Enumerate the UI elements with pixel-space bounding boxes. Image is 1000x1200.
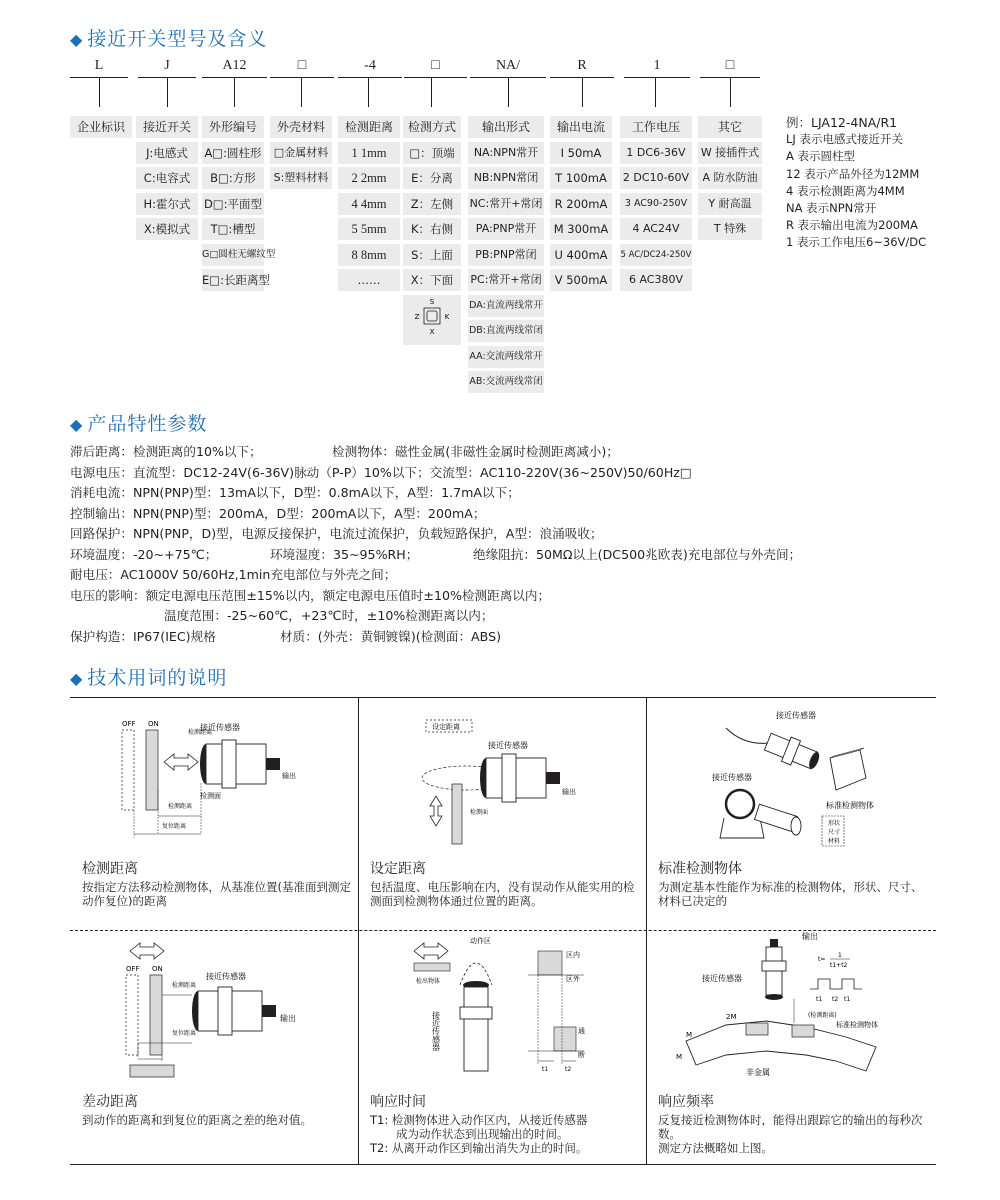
spec-detect-object: 检测物体：磁性金属(非磁性金属时检测距离减小)； [332,444,619,459]
panel-response-frequency [646,931,934,1164]
list-item: T 特殊 [698,218,762,240]
svg-text:ON: ON [148,720,159,728]
column-shape [202,116,276,295]
code-3: □ [297,58,307,73]
list-item: X:模拟式 [136,218,198,240]
svg-text:动作区: 动作区 [470,937,491,945]
panel-desc: 按指定方法移动检测物体，从基准位置(基准面到测定动作复位)的距离 [82,880,351,908]
column-type [136,116,198,244]
column-header: 输出电流 [550,116,612,138]
svg-text:尺寸: 尺寸 [828,829,841,836]
svg-text:复位距离: 复位距离 [172,1030,197,1037]
spec-material: 材质：(外壳：黄铜镀镍)(检测面：ABS) [280,628,501,644]
panel-response-time [358,931,646,1164]
spec-withstand-voltage: 耐电压：AC1000V 50/60Hz,1min充电部位与外壳之间； [70,567,397,582]
list-item: 2 2mm [338,167,400,189]
column-header: 外壳材料 [270,116,332,138]
response-frequency-diagram [646,931,934,1081]
svg-text:t=: t= [818,956,826,963]
svg-text:OFF: OFF [122,720,136,728]
svg-text:M: M [676,1053,683,1061]
panel-differential-distance [70,931,358,1164]
svg-text:检测距离: 检测距离 [172,982,197,989]
svg-text:接近传感器: 接近传感器 [488,741,528,750]
svg-text:区内: 区内 [566,951,580,959]
panel-set-distance [358,698,646,931]
spec-list [70,442,802,647]
panel-title: 检测距离 [82,861,138,877]
list-item: W 接插件式 [698,142,762,164]
panel-desc: 反复接近检测物体时，能得出跟踪它的输出的每秒次数。 [658,1113,923,1141]
list-item: 1 DC6-36V [620,142,692,164]
spec-circuit-protection: 回路保护：NPN(PNP，D)型，电源反接保护，电流过流保护，负载短路保护，A型：浪涌吸收； [70,526,603,541]
column-header: 输出形式 [468,116,544,138]
list-item: DA:直流两线常开 [468,295,544,317]
differential-distance-diagram [70,931,358,1081]
list-item: U 400mA [550,244,612,266]
svg-text:输出: 输出 [282,772,296,780]
svg-text:检测距离: 检测距离 [188,729,213,736]
list-item: T 100mA [550,167,612,189]
example-line: NA 表示NPN常开 [786,201,877,216]
list-item: C:电容式 [136,167,198,189]
spec-ambient-temp: 环境温度：-20~+75℃； [70,546,218,562]
svg-text:接近传感器: 接近传感器 [206,972,246,981]
example-line: A 表示圆柱型 [786,149,856,164]
standard-object-diagram [646,698,934,848]
spec-insulation: 绝缘阻抗：50MΩ以上(DC500兆欧表)充电部位与外壳间； [473,546,802,562]
panel-title: 差动距离 [82,1094,138,1110]
svg-text:检测面: 检测面 [470,809,489,816]
column-header: 检测距离 [338,116,400,138]
list-item: NB:NPN常闭 [468,167,544,189]
list-item: AB:交流两线常闭 [468,371,544,393]
code-5: □ [431,58,440,73]
column-voltage [620,116,692,295]
panel-desc: 包括温度、电压影响在内，没有误动作从能实用的检测面到检测物体通过位置的距离。 [370,880,635,908]
panel-desc: 为测定基本性能作为标准的检测物体，形状、尺寸、材料已决定的 [658,880,923,908]
diamond-icon: ◆ [70,415,84,434]
list-item: 5 AC/DC24-250V [620,244,692,266]
svg-text:接近传感器: 接近传感器 [776,711,816,720]
svg-text:标准检测物体: 标准检测物体 [836,1021,878,1029]
list-item: A 防水防油 [698,167,762,189]
panel-desc: 到动作的距离和到复位的距离之差的绝对值。 [82,1113,312,1127]
list-item: R 200mA [550,193,612,215]
list-item: B□:方形 [202,167,264,189]
example-line: 1 表示工作电压6~36V/DC [786,235,927,250]
list-item: I 50mA [550,142,612,164]
list-item: 6 AC380V [620,269,692,291]
list-item: J:电感式 [136,142,198,164]
dir-x-label: X [429,327,435,336]
column-header: 接近开关 [136,116,198,138]
list-item: 4 AC24V [620,218,692,240]
code-2: A12 [222,58,247,73]
panel-standard-object [646,698,934,931]
list-item: H:霍尔式 [136,193,198,215]
spec-voltage-influence: 电压的影响：额定电源电压范围±15%以内，额定电源电压值时±10%检测距离以内； [70,587,551,603]
svg-text:检测面: 检测面 [200,792,221,800]
panel-title: 设定距离 [370,861,426,877]
code-6: NA/ [495,58,521,73]
svg-text:OFF: OFF [126,965,140,973]
list-item: □金属材料 [270,142,332,164]
column-distance [338,116,400,295]
list-item: Y 耐高温 [698,193,762,215]
list-item: 1 1mm [338,142,400,164]
column-current [550,116,612,295]
list-item: 2 DC10-60V [620,167,692,189]
list-item: T□:槽型 [202,218,264,240]
svg-text:ON: ON [152,965,163,973]
spec-supply-voltage: 电源电压：直流型：DC12-24V(6-36V)脉动（P-P）10%以下；交流型：AC110-220V(36~250V)50/60Hz□ [70,464,692,480]
svg-text:M: M [686,1031,693,1039]
column-header: 检测方式 [403,116,461,138]
column-housing [270,116,332,193]
svg-text:输出: 输出 [802,932,818,941]
section-title-terms: ◆ 技术用词的说明 [70,667,228,689]
column-header: 外形编号 [202,116,264,138]
model-example [786,114,926,252]
svg-text:t1+t2: t1+t2 [830,962,848,969]
section-title-model: ◆ 接近开关型号及含义 [70,28,268,50]
list-item: PA:PNP常开 [468,218,544,240]
svg-text:输出: 输出 [280,1014,296,1023]
code-9: □ [725,58,735,73]
column-header: 企业标识 [70,116,132,138]
column-detect-mode [403,116,461,345]
code-0: L [94,58,104,73]
code-1: J [164,58,170,73]
column-header: 其它 [698,116,762,138]
svg-text:区外: 区外 [566,975,580,983]
list-item: NC:常开+常闭 [468,193,544,215]
spec-protection: 保护构造：IP67(IEC)规格 [70,628,216,644]
list-item: 5 5mm [338,218,400,240]
sensor-direction-diagram [403,295,461,345]
svg-text:设定距离: 设定距离 [432,723,460,731]
list-item: 8 8mm [338,244,400,266]
spec-consumption: 消耗电流：NPN(PNP)型：13mA以下，D型：0.8mA以下，A型：1.7mA以下； [70,485,520,500]
panel-detect-distance [70,698,358,931]
code-4: -4 [364,58,376,73]
list-item: A□:圆柱形 [202,142,264,164]
list-item: E：分离 [403,167,461,189]
svg-text:输出: 输出 [562,788,576,796]
example-line: LJ 表示电感式接近开关 [786,132,903,147]
list-item: X：下面 [403,269,461,291]
list-item: E□:长距离型 [202,269,264,291]
svg-text:接近传感器: 接近传感器 [702,974,742,983]
response-time-diagram [358,931,646,1081]
panel-title: 响应时间 [370,1094,426,1110]
list-item: S:塑料材料 [270,167,332,189]
list-item: 3 AC90-250V [620,193,692,215]
svg-text:非金属: 非金属 [746,1068,770,1077]
spec-humidity: 环境湿度：35~95%RH； [270,546,419,562]
list-item: K：右侧 [403,218,461,240]
column-company [70,116,132,142]
svg-text:接近传感器: 接近传感器 [712,773,752,782]
dir-z-label: Z [414,312,420,321]
spec-temp-range: 温度范围：-25~60℃，+23℃时，±10%检测距离以内； [164,608,494,623]
code-8: 1 [653,58,661,73]
list-item: PC:常开+常闭 [468,269,544,291]
example-line: R 表示输出电流为200MA [786,218,918,233]
svg-text:1: 1 [838,952,842,959]
svg-text:2M: 2M [726,1013,737,1021]
list-item: 4 4mm [338,193,400,215]
model-code-row [70,58,760,78]
svg-text:t1: t1 [816,996,823,1003]
example-line: 12 表示产品外径为12MM [786,166,920,181]
column-other [698,116,762,244]
panel-desc-t2: T2: 从离开动作区到输出消失为止的时间。 [370,1141,588,1155]
list-item: V 500mA [550,269,612,291]
svg-text:接近传感器: 接近传感器 [431,1011,441,1051]
panel-desc-t1-cont: 成为动作状态到出现输出的时间。 [396,1127,569,1141]
list-item: PB:PNP常闭 [468,244,544,266]
svg-text:标准检测物体: 标准检测物体 [826,801,874,810]
terms-grid [70,697,936,1165]
detect-distance-diagram [70,698,358,848]
example-line: 4 表示检测距离为4MM [786,183,905,198]
svg-text:接近传感器: 接近传感器 [200,723,240,732]
list-item: AA:交流两线常开 [468,346,544,368]
list-item: NA:NPN常开 [468,142,544,164]
list-item: …… [338,269,400,291]
column-output [468,116,544,397]
svg-text:材料: 材料 [828,838,841,845]
set-distance-diagram [358,698,646,848]
list-item: DB:直流两线常闭 [468,320,544,342]
list-item: S：上面 [403,244,461,266]
section-title-specs: ◆ 产品特性参数 [70,413,208,435]
spec-hysteresis: 滞后距离：检测距离的10%以下； [70,444,262,459]
list-item: M 300mA [550,218,612,240]
svg-text:t2: t2 [565,1066,572,1073]
panel-title: 响应频率 [658,1094,714,1110]
code-7: R [577,58,587,73]
dir-k-label: K [444,312,450,321]
list-item: D□:平面型 [202,193,264,215]
column-header: 工作电压 [620,116,692,138]
svg-text:检测距离: 检测距离 [168,803,193,810]
svg-text:复位距离: 复位距离 [162,823,187,830]
svg-text:形状: 形状 [828,820,841,827]
svg-text:断: 断 [578,1051,585,1059]
list-item: G□圆柱无螺纹型 [202,244,264,266]
svg-text:t2: t2 [832,996,839,1003]
panel-desc-t1: T1: 检测物体进入动作区内，从接近传感器 [370,1113,588,1127]
svg-text:(检测距离): (检测距离) [808,1012,837,1019]
svg-text:通: 通 [578,1027,585,1035]
list-item: □：顶端 [403,142,461,164]
spec-control-output: 控制输出：NPN(PNP)型：200mA，D型：200mA以下，A型：200mA； [70,505,486,521]
svg-text:t1: t1 [542,1066,549,1073]
svg-text:检出物体: 检出物体 [416,978,441,985]
panel-title: 标准检测物体 [658,861,742,877]
dir-s-label: S [429,297,435,306]
example-title: 例：LJA12-4NA/R1 [786,115,898,130]
svg-text:t1: t1 [844,996,851,1003]
diamond-icon: ◆ [70,30,84,49]
diamond-icon: ◆ [70,669,84,688]
list-item: Z：左侧 [403,193,461,215]
panel-desc-b: 测定方法概略如上图。 [658,1141,773,1155]
